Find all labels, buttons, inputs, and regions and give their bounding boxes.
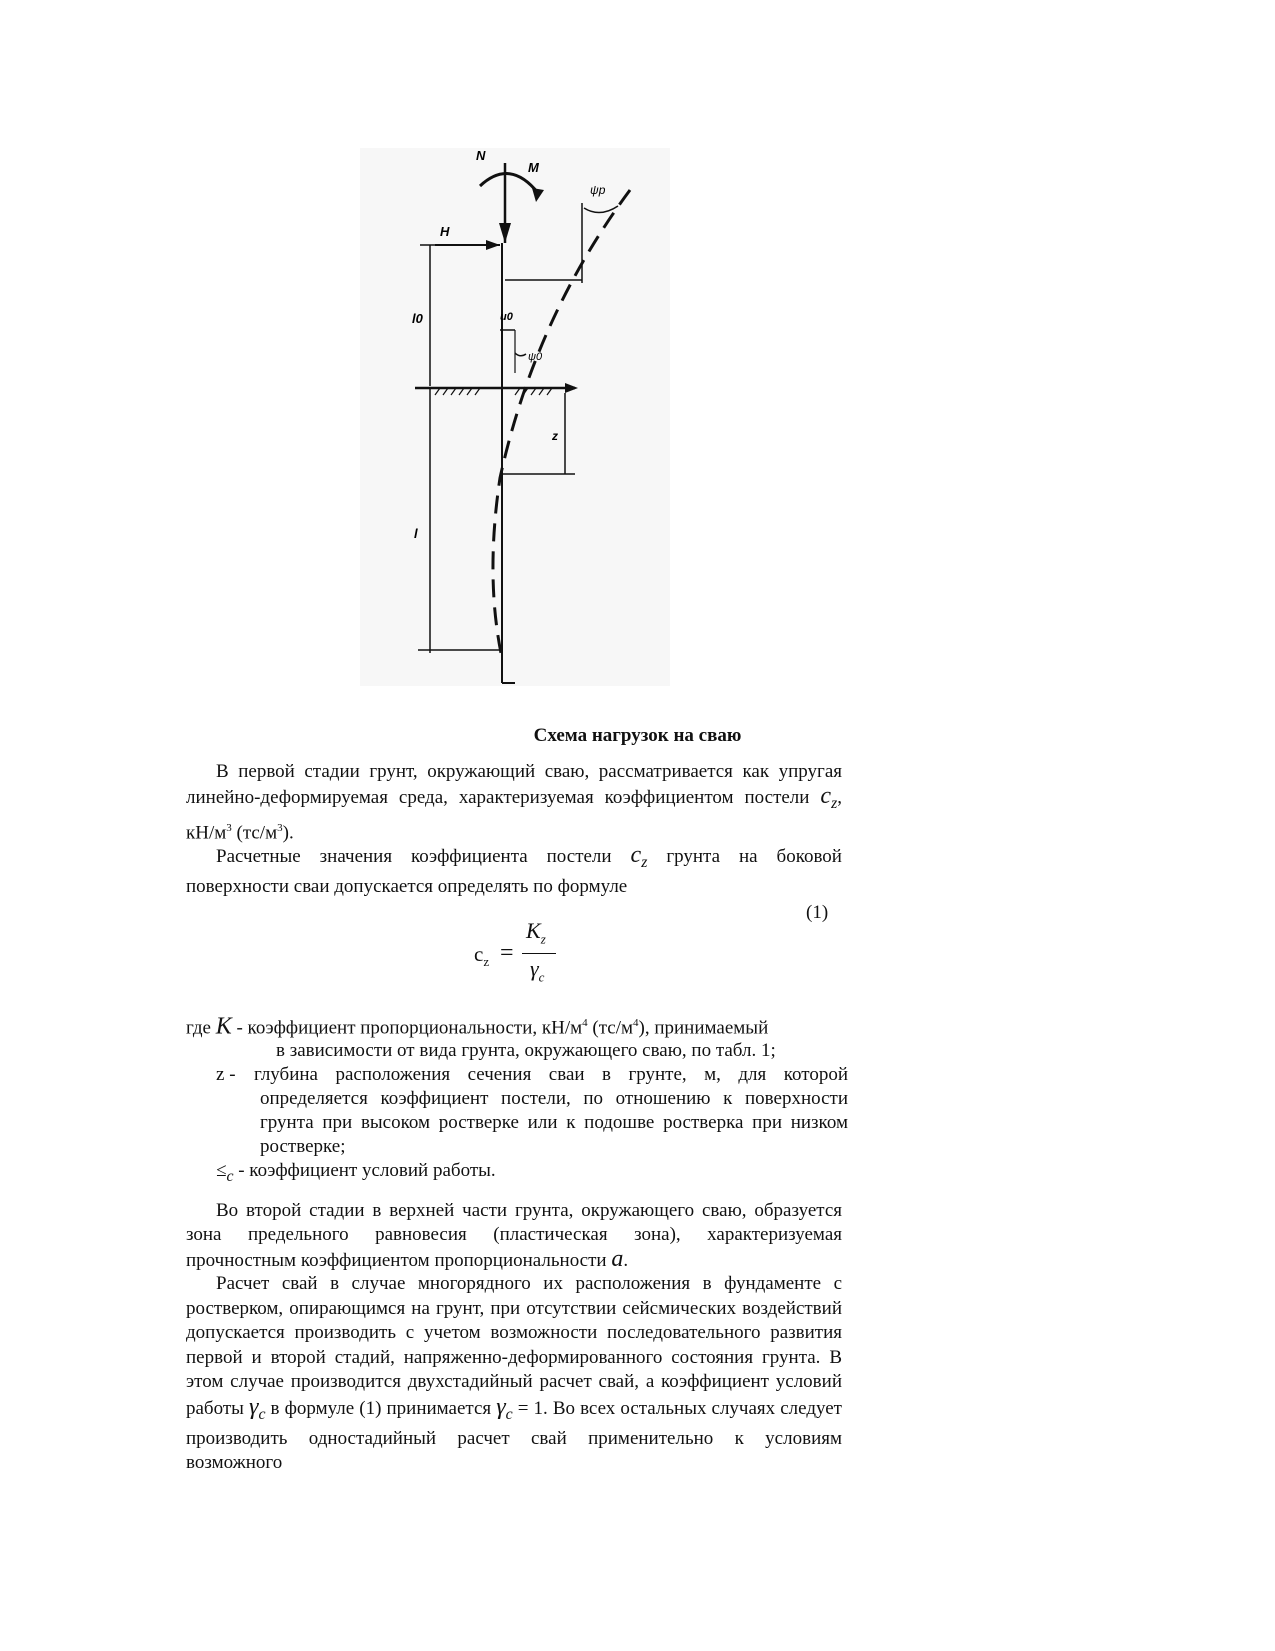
paragraph-4: Расчет свай в случае многорядного их расположения в фундаменте с ростверком, опирающимся на грунт, при отсутствии сейсмических воздействий допускается производить с учетом возможности последовательного развития первой и второй стадий, напряженно-деформированного состояния грунта. В этом случае производится двухстадийный расчет свай, а коэффициент условий работы $\gamma_c$ в формуле (1) принимается $\gamma_c = 1$. Во всех остальных случаях следует производить одностадийный расчет свай применительно к условиям возможного — [186, 1273, 842, 1474]
definition-z-symbol: z - — [216, 1064, 236, 1085]
formula-number: (1) — [806, 902, 829, 923]
label-z: z — [552, 429, 558, 443]
label-h: H — [440, 224, 450, 239]
label-u0: u0 — [500, 311, 513, 323]
label-n: N — [476, 148, 486, 163]
formula-eq: = — [500, 940, 514, 966]
formula-numerator: $K_z$ — [526, 918, 546, 947]
definition-z: глубина расположения сечения сваи в грунте, м, для которой определяется коэффициент постели, по отношению к поверхности грунта при высоком ростверке или к подошве ростверка при низком ростверке; — [254, 1064, 848, 1157]
definition-gamma: $\le_c$ - коэффициент условий работы. — [216, 1160, 496, 1185]
paragraph-1: В первой стадии грунт, окружающий сваю, рассматривается как упругая линейно-деформируемая среда, характеризуемая коэффициентом постели $c_z$, $кН/м^3$ $(тс/м^3)$. — [186, 761, 842, 844]
formula-denominator: $\gamma_c$ — [530, 956, 545, 985]
formula-lhs: $c_z$ — [474, 942, 490, 970]
label-psi0: ψ0 — [528, 351, 543, 363]
formula-fraction-bar — [522, 953, 556, 954]
label-l0: l0 — [412, 311, 423, 326]
formula-cz — [474, 918, 594, 990]
label-psi-p: ψp — [590, 183, 606, 197]
pile-load-diagram — [360, 148, 670, 686]
definition-k: где K - коэффициент пропорциональности, $кН/м^4$ $(тс/м^4)$, принимаемый — [186, 1013, 769, 1040]
label-l: l — [414, 526, 418, 541]
paragraph-3: Во второй стадии в верхней части грунта, окружающего сваю, образуется зона предельного равновесия (пластическая зона), характеризуемая прочностным коэффициентом пропорциональности a. — [186, 1200, 842, 1272]
figure-caption: Схема нагрузок на сваю — [533, 725, 742, 746]
paragraph-2: Расчетные значения коэффициента постели $c_z$ грунта на боковой поверхности сваи допускается определять по формуле — [186, 842, 842, 897]
definition-k-continuation: в зависимости от вида грунта, окружающего сваю, по табл. 1; — [276, 1040, 776, 1061]
label-m: M — [528, 160, 539, 175]
